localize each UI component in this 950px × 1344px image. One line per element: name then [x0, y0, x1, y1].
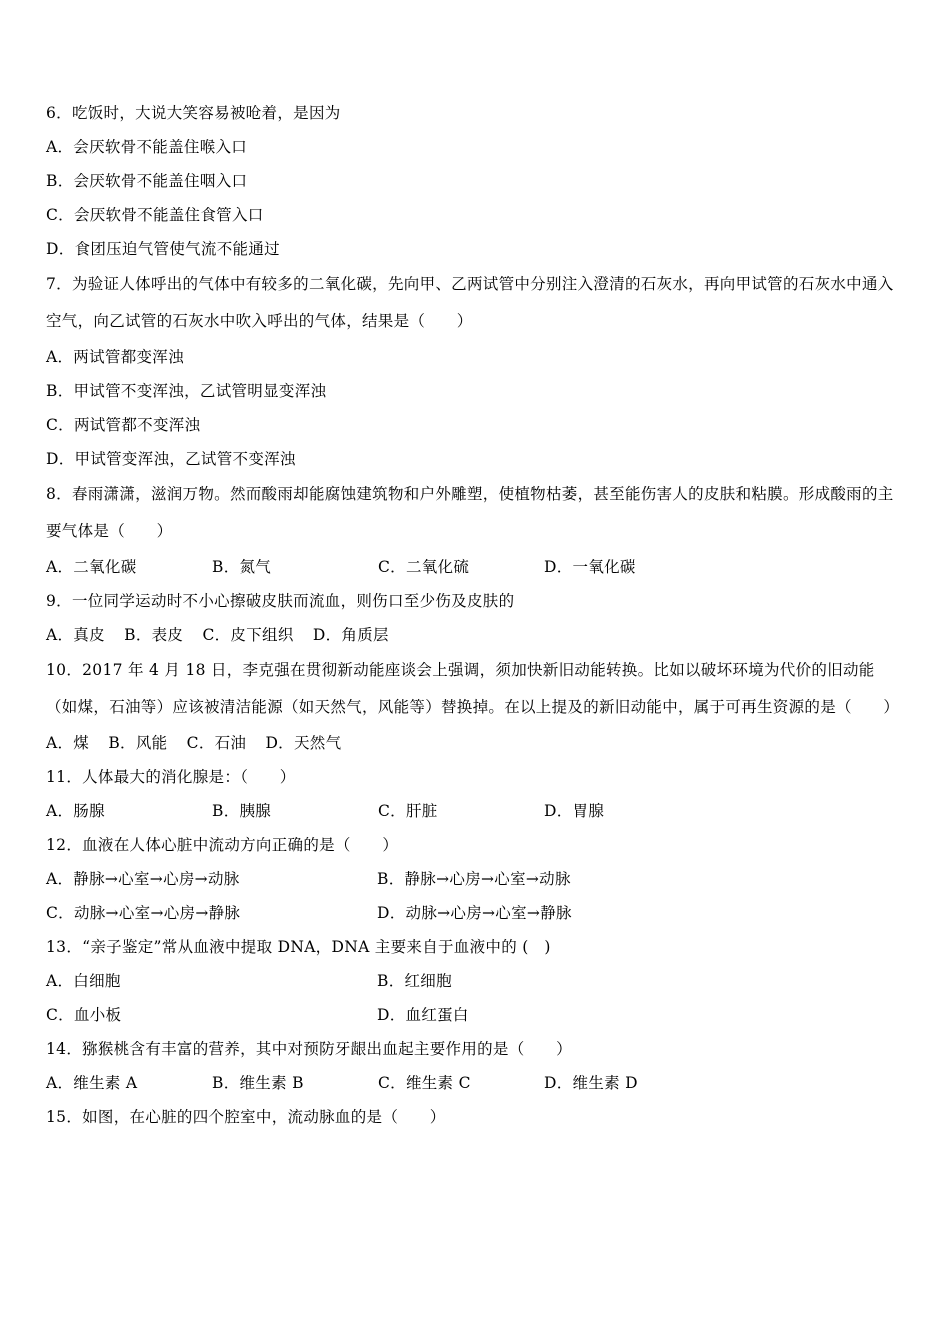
- q11-options: [46, 794, 906, 828]
- q11-stem: 11．人体最大的消化腺是：（ ）: [46, 768, 296, 786]
- q9-option-d: D．角质层: [312, 626, 389, 644]
- q13-options-row1: [46, 964, 906, 998]
- q14-option-a: A．维生素 A: [46, 1074, 138, 1092]
- q8-option-b: B．氮气: [212, 558, 272, 576]
- q13-option-c: C．血小板: [46, 1006, 122, 1024]
- q13-option-b: B．红细胞: [377, 972, 452, 990]
- q13-stem: 13．“亲子鉴定”常从血液中提取 DNA，DNA 主要来自于血液中的 ( ): [46, 938, 551, 956]
- q10-option-a: A．煤: [46, 734, 90, 752]
- q9-option-b: B．表皮: [124, 626, 184, 644]
- q15-stem: 15．如图，在心脏的四个腔室中，流动脉血的是（ ）: [46, 1108, 446, 1126]
- q9-option-a: A．真皮: [46, 626, 105, 644]
- q11-option-c: C．肝脏: [378, 802, 438, 820]
- q10-stem: 10．2017 年 4 月 18 日，李克强在贯彻新动能座谈会上强调，须加快新旧动能转换。比如以破坏环境为代价的旧动能（如煤，石油等）应该被清洁能源（如天然气，风能等）替换掉。在以上提及的新旧动能中，属于可再生资源的是（ ）: [46, 661, 900, 716]
- q7-stem: 7．为验证人体呼出的气体中有较多的二氧化碳，先向甲、乙两试管中分别注入澄清的石灰水，再向甲试管的石灰水中通入空气，向乙试管的石灰水中吹入呼出的气体，结果是（ ）: [46, 275, 894, 330]
- q10-option-d: D．天然气: [265, 734, 342, 752]
- q14-option-c: C．维生素 C: [378, 1074, 471, 1092]
- q9-option-c: C．皮下组织: [202, 626, 294, 644]
- q8-option-d: D．一氧化碳: [544, 558, 636, 576]
- q6-option-c: C．会厌软骨不能盖住食管入口: [46, 206, 264, 224]
- q8-option-c: C．二氧化硫: [378, 558, 470, 576]
- q7-option-a: A．两试管都变浑浊: [46, 348, 184, 366]
- q7-option-b: B．甲试管不变浑浊，乙试管明显变浑浊: [46, 382, 327, 400]
- q14-options: [46, 1066, 906, 1100]
- q13-options-row2: [46, 998, 906, 1032]
- q8-stem: 8．春雨潇潇，滋润万物。然而酸雨却能腐蚀建筑物和户外雕塑，使植物枯萎，甚至能伤害人的皮肤和粘膜。形成酸雨的主要气体是（ ）: [46, 485, 894, 540]
- q12-option-c: C．动脉→心室→心房→静脉: [46, 904, 241, 922]
- q9-options: [46, 618, 906, 652]
- q12-option-a: A．静脉→心室→心房→动脉: [46, 870, 240, 888]
- q11-option-a: A．肠腺: [46, 802, 105, 820]
- q10-option-c: C．石油: [186, 734, 247, 752]
- q12-option-b: B．静脉→心房→心室→动脉: [377, 870, 571, 888]
- q8-option-a: A．二氧化碳: [46, 558, 137, 576]
- q8-options: [46, 550, 906, 584]
- q6-stem: 6．吃饭时，大说大笑容易被呛着，是因为: [46, 104, 341, 122]
- q6-option-d: D．食团压迫气管使气流不能通过: [46, 240, 280, 258]
- q14-option-d: D．维生素 D: [544, 1074, 638, 1092]
- q12-option-d: D．动脉→心房→心室→静脉: [377, 904, 572, 922]
- q10-options: [46, 726, 906, 760]
- q7-option-c: C．两试管都不变浑浊: [46, 416, 201, 434]
- q12-stem: 12．血液在人体心脏中流动方向正确的是（ ）: [46, 836, 399, 854]
- q7-option-d: D．甲试管变浑浊，乙试管不变浑浊: [46, 450, 296, 468]
- q13-option-a: A．白细胞: [46, 972, 121, 990]
- q11-option-d: D．胃腺: [544, 802, 605, 820]
- q14-option-b: B．维生素 B: [212, 1074, 304, 1092]
- q13-option-d: D．血红蛋白: [377, 1006, 469, 1024]
- q10-option-b: B．风能: [108, 734, 168, 752]
- q6-option-b: B．会厌软骨不能盖住咽入口: [46, 172, 248, 190]
- q12-options-row2: [46, 896, 906, 930]
- exam-page: [46, 96, 906, 1134]
- q6-option-a: A．会厌软骨不能盖住喉入口: [46, 138, 248, 156]
- q11-option-b: B．胰腺: [212, 802, 272, 820]
- q9-stem: 9．一位同学运动时不小心擦破皮肤而流血，则伤口至少伤及皮肤的: [46, 592, 515, 610]
- q14-stem: 14．猕猴桃含有丰富的营养，其中对预防牙龈出血起主要作用的是（ ）: [46, 1040, 572, 1058]
- q12-options-row1: [46, 862, 906, 896]
